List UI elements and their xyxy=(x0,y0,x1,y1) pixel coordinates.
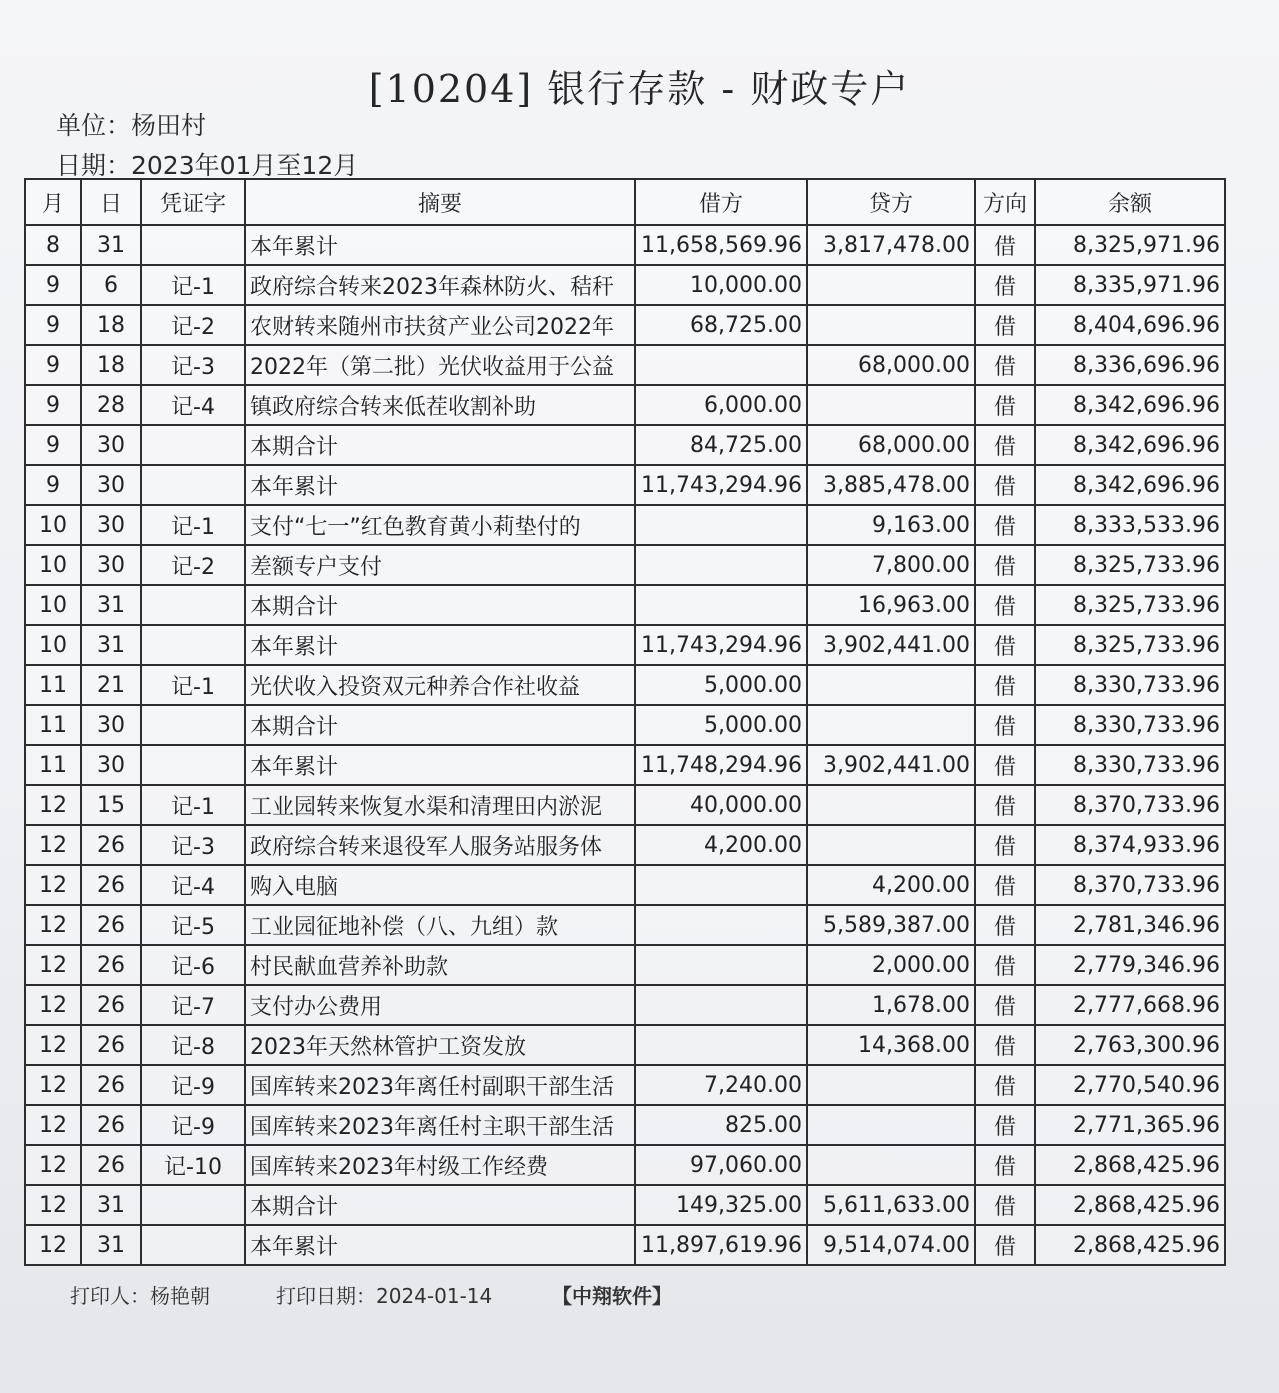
cell-voucher xyxy=(141,225,245,265)
cell-credit xyxy=(807,1105,975,1145)
cell-credit: 5,589,387.00 xyxy=(807,905,975,945)
cell-direction: 借 xyxy=(975,1065,1035,1105)
cell-summary: 本期合计 xyxy=(245,585,635,625)
cell-voucher: 记-3 xyxy=(141,825,245,865)
cell-summary: 政府综合转来2023年森林防火、秸秆 xyxy=(245,265,635,305)
cell-summary: 2022年（第二批）光伏收益用于公益 xyxy=(245,345,635,385)
cell-debit: 11,748,294.96 xyxy=(635,745,807,785)
cell-voucher: 记-1 xyxy=(141,265,245,305)
cell-voucher xyxy=(141,585,245,625)
cell-day: 28 xyxy=(81,385,141,425)
header-month: 月 xyxy=(25,179,81,225)
cell-direction: 借 xyxy=(975,665,1035,705)
cell-month: 9 xyxy=(25,425,81,465)
cell-credit: 3,902,441.00 xyxy=(807,625,975,665)
table-row xyxy=(25,985,1225,1025)
cell-day: 26 xyxy=(81,1105,141,1145)
cell-voucher xyxy=(141,745,245,785)
cell-summary: 农财转来随州市扶贫产业公司2022年 xyxy=(245,305,635,345)
cell-month: 12 xyxy=(25,1025,81,1065)
cell-debit: 84,725.00 xyxy=(635,425,807,465)
cell-summary: 差额专户支付 xyxy=(245,545,635,585)
cell-voucher: 记-1 xyxy=(141,785,245,825)
table-row xyxy=(25,545,1225,585)
cell-balance: 8,333,533.96 xyxy=(1035,505,1225,545)
cell-direction: 借 xyxy=(975,785,1035,825)
cell-day: 31 xyxy=(81,225,141,265)
cell-day: 30 xyxy=(81,745,141,785)
header-credit: 贷方 xyxy=(807,179,975,225)
cell-debit: 149,325.00 xyxy=(635,1185,807,1225)
cell-day: 26 xyxy=(81,905,141,945)
cell-month: 9 xyxy=(25,265,81,305)
cell-direction: 借 xyxy=(975,545,1035,585)
table-header-row xyxy=(25,179,1225,225)
cell-debit: 10,000.00 xyxy=(635,265,807,305)
cell-balance: 2,868,425.96 xyxy=(1035,1145,1225,1185)
cell-summary: 本年累计 xyxy=(245,465,635,505)
unit-label: 单位：杨田村 xyxy=(56,111,207,140)
cell-direction: 借 xyxy=(975,945,1035,985)
header-voucher: 凭证字 xyxy=(141,179,245,225)
cell-debit: 5,000.00 xyxy=(635,705,807,745)
cell-month: 12 xyxy=(25,1065,81,1105)
cell-debit xyxy=(635,505,807,545)
table-row xyxy=(25,1105,1225,1145)
cell-day: 15 xyxy=(81,785,141,825)
cell-month: 9 xyxy=(25,305,81,345)
cell-day: 26 xyxy=(81,945,141,985)
cell-month: 12 xyxy=(25,985,81,1025)
cell-day: 31 xyxy=(81,625,141,665)
cell-month: 12 xyxy=(25,1225,81,1265)
header-day: 日 xyxy=(81,179,141,225)
cell-direction: 借 xyxy=(975,1225,1035,1265)
cell-credit: 7,800.00 xyxy=(807,545,975,585)
ledger-body xyxy=(25,225,1225,1265)
table-row xyxy=(25,1185,1225,1225)
cell-credit: 68,000.00 xyxy=(807,425,975,465)
cell-credit: 3,885,478.00 xyxy=(807,465,975,505)
cell-direction: 借 xyxy=(975,985,1035,1025)
cell-voucher: 记-3 xyxy=(141,345,245,385)
cell-debit: 11,743,294.96 xyxy=(635,465,807,505)
cell-summary: 2023年天然林管护工资发放 xyxy=(245,1025,635,1065)
cell-month: 12 xyxy=(25,1105,81,1145)
cell-direction: 借 xyxy=(975,585,1035,625)
cell-month: 12 xyxy=(25,825,81,865)
cell-balance: 8,342,696.96 xyxy=(1035,385,1225,425)
cell-credit xyxy=(807,1145,975,1185)
ledger-table xyxy=(24,178,1226,1266)
cell-voucher: 记-6 xyxy=(141,945,245,985)
cell-summary: 国库转来2023年村级工作经费 xyxy=(245,1145,635,1185)
table-row xyxy=(25,345,1225,385)
cell-day: 6 xyxy=(81,265,141,305)
cell-summary: 本年累计 xyxy=(245,1225,635,1265)
cell-direction: 借 xyxy=(975,625,1035,665)
table-row xyxy=(25,385,1225,425)
cell-direction: 借 xyxy=(975,705,1035,745)
cell-credit: 4,200.00 xyxy=(807,865,975,905)
cell-summary: 政府综合转来退役军人服务站服务体 xyxy=(245,825,635,865)
cell-summary: 国库转来2023年离任村副职干部生活 xyxy=(245,1065,635,1105)
cell-credit xyxy=(807,705,975,745)
table-row xyxy=(25,1225,1225,1265)
print-date-label: 打印日期：2024-01-14 xyxy=(276,1284,493,1308)
cell-voucher xyxy=(141,1185,245,1225)
cell-month: 11 xyxy=(25,705,81,745)
cell-day: 26 xyxy=(81,1145,141,1185)
cell-direction: 借 xyxy=(975,1025,1035,1065)
cell-voucher: 记-9 xyxy=(141,1065,245,1105)
cell-month: 9 xyxy=(25,385,81,425)
cell-month: 12 xyxy=(25,945,81,985)
cell-debit xyxy=(635,345,807,385)
cell-direction: 借 xyxy=(975,1185,1035,1225)
cell-direction: 借 xyxy=(975,825,1035,865)
cell-direction: 借 xyxy=(975,905,1035,945)
cell-direction: 借 xyxy=(975,865,1035,905)
cell-credit xyxy=(807,385,975,425)
cell-day: 26 xyxy=(81,825,141,865)
cell-month: 8 xyxy=(25,225,81,265)
cell-debit: 97,060.00 xyxy=(635,1145,807,1185)
cell-summary: 工业园转来恢复水渠和清理田内淤泥 xyxy=(245,785,635,825)
cell-credit xyxy=(807,265,975,305)
cell-debit: 6,000.00 xyxy=(635,385,807,425)
cell-direction: 借 xyxy=(975,465,1035,505)
cell-month: 10 xyxy=(25,625,81,665)
cell-day: 26 xyxy=(81,1025,141,1065)
cell-voucher xyxy=(141,1225,245,1265)
cell-day: 30 xyxy=(81,465,141,505)
cell-credit: 1,678.00 xyxy=(807,985,975,1025)
cell-debit xyxy=(635,1025,807,1065)
table-row xyxy=(25,465,1225,505)
cell-summary: 本年累计 xyxy=(245,625,635,665)
cell-debit: 4,200.00 xyxy=(635,825,807,865)
cell-month: 12 xyxy=(25,905,81,945)
cell-voucher: 记-4 xyxy=(141,865,245,905)
table-row xyxy=(25,265,1225,305)
cell-debit: 11,743,294.96 xyxy=(635,625,807,665)
cell-month: 10 xyxy=(25,505,81,545)
cell-debit: 40,000.00 xyxy=(635,785,807,825)
cell-month: 12 xyxy=(25,1185,81,1225)
cell-summary: 镇政府综合转来低茬收割补助 xyxy=(245,385,635,425)
cell-balance: 8,370,733.96 xyxy=(1035,785,1225,825)
cell-balance: 8,330,733.96 xyxy=(1035,705,1225,745)
cell-summary: 支付办公费用 xyxy=(245,985,635,1025)
cell-debit: 11,897,619.96 xyxy=(635,1225,807,1265)
cell-debit: 5,000.00 xyxy=(635,665,807,705)
cell-balance: 2,779,346.96 xyxy=(1035,945,1225,985)
cell-direction: 借 xyxy=(975,1145,1035,1185)
table-row xyxy=(25,745,1225,785)
cell-balance: 8,404,696.96 xyxy=(1035,305,1225,345)
cell-voucher: 记-10 xyxy=(141,1145,245,1185)
cell-balance: 2,770,540.96 xyxy=(1035,1065,1225,1105)
cell-credit: 9,514,074.00 xyxy=(807,1225,975,1265)
cell-day: 31 xyxy=(81,585,141,625)
cell-day: 21 xyxy=(81,665,141,705)
table-row xyxy=(25,825,1225,865)
cell-month: 11 xyxy=(25,745,81,785)
cell-month: 9 xyxy=(25,465,81,505)
cell-day: 26 xyxy=(81,1065,141,1105)
cell-debit: 7,240.00 xyxy=(635,1065,807,1105)
cell-voucher xyxy=(141,625,245,665)
cell-direction: 借 xyxy=(975,345,1035,385)
cell-voucher xyxy=(141,425,245,465)
table-row xyxy=(25,705,1225,745)
table-row xyxy=(25,865,1225,905)
cell-balance: 8,325,733.96 xyxy=(1035,545,1225,585)
cell-direction: 借 xyxy=(975,265,1035,305)
cell-voucher: 记-8 xyxy=(141,1025,245,1065)
cell-day: 31 xyxy=(81,1185,141,1225)
cell-balance: 8,374,933.96 xyxy=(1035,825,1225,865)
cell-balance: 8,325,971.96 xyxy=(1035,225,1225,265)
cell-voucher: 记-5 xyxy=(141,905,245,945)
cell-voucher: 记-7 xyxy=(141,985,245,1025)
cell-credit: 68,000.00 xyxy=(807,345,975,385)
cell-month: 10 xyxy=(25,585,81,625)
table-row xyxy=(25,305,1225,345)
cell-voucher: 记-1 xyxy=(141,665,245,705)
cell-credit xyxy=(807,1065,975,1105)
cell-debit: 825.00 xyxy=(635,1105,807,1145)
cell-balance: 8,325,733.96 xyxy=(1035,625,1225,665)
cell-debit xyxy=(635,865,807,905)
cell-balance: 8,330,733.96 xyxy=(1035,745,1225,785)
cell-summary: 购入电脑 xyxy=(245,865,635,905)
table-row xyxy=(25,905,1225,945)
software-label: 【中翔软件】 xyxy=(552,1284,672,1308)
table-row xyxy=(25,665,1225,705)
cell-voucher: 记-9 xyxy=(141,1105,245,1145)
cell-credit: 5,611,633.00 xyxy=(807,1185,975,1225)
date-range-label: 日期：2023年01月至12月 xyxy=(56,151,359,180)
table-row xyxy=(25,1145,1225,1185)
cell-voucher xyxy=(141,705,245,745)
cell-credit: 3,817,478.00 xyxy=(807,225,975,265)
table-row xyxy=(25,425,1225,465)
cell-direction: 借 xyxy=(975,305,1035,345)
cell-balance: 8,325,733.96 xyxy=(1035,585,1225,625)
header-debit: 借方 xyxy=(635,179,807,225)
cell-debit: 11,658,569.96 xyxy=(635,225,807,265)
cell-balance: 2,781,346.96 xyxy=(1035,905,1225,945)
cell-summary: 本年累计 xyxy=(245,745,635,785)
cell-balance: 8,342,696.96 xyxy=(1035,425,1225,465)
cell-direction: 借 xyxy=(975,505,1035,545)
cell-credit xyxy=(807,305,975,345)
cell-month: 11 xyxy=(25,665,81,705)
table-row xyxy=(25,625,1225,665)
cell-summary: 光伏收入投资双元种养合作社收益 xyxy=(245,665,635,705)
cell-day: 30 xyxy=(81,545,141,585)
cell-credit: 9,163.00 xyxy=(807,505,975,545)
cell-balance: 8,335,971.96 xyxy=(1035,265,1225,305)
cell-direction: 借 xyxy=(975,385,1035,425)
cell-balance: 2,771,365.96 xyxy=(1035,1105,1225,1145)
cell-day: 30 xyxy=(81,705,141,745)
header-direction: 方向 xyxy=(975,179,1035,225)
cell-debit xyxy=(635,545,807,585)
cell-credit: 2,000.00 xyxy=(807,945,975,985)
header-summary: 摘要 xyxy=(245,179,635,225)
cell-summary: 本期合计 xyxy=(245,425,635,465)
cell-day: 30 xyxy=(81,505,141,545)
cell-voucher xyxy=(141,465,245,505)
cell-credit: 3,902,441.00 xyxy=(807,745,975,785)
page-title: [10204] 银行存款 - 财政专户 xyxy=(368,67,911,111)
cell-summary: 工业园征地补偿（八、九组）款 xyxy=(245,905,635,945)
cell-summary: 本期合计 xyxy=(245,705,635,745)
table-row xyxy=(25,505,1225,545)
cell-day: 26 xyxy=(81,985,141,1025)
cell-credit: 14,368.00 xyxy=(807,1025,975,1065)
cell-credit xyxy=(807,665,975,705)
cell-direction: 借 xyxy=(975,1105,1035,1145)
cell-summary: 支付“七一”红色教育黄小莉垫付的 xyxy=(245,505,635,545)
cell-balance: 2,763,300.96 xyxy=(1035,1025,1225,1065)
cell-month: 10 xyxy=(25,545,81,585)
table-row xyxy=(25,785,1225,825)
cell-direction: 借 xyxy=(975,425,1035,465)
cell-voucher: 记-4 xyxy=(141,385,245,425)
header-balance: 余额 xyxy=(1035,179,1225,225)
table-row xyxy=(25,1025,1225,1065)
cell-voucher: 记-2 xyxy=(141,305,245,345)
cell-credit: 16,963.00 xyxy=(807,585,975,625)
table-row xyxy=(25,585,1225,625)
cell-month: 12 xyxy=(25,1145,81,1185)
cell-day: 30 xyxy=(81,425,141,465)
cell-summary: 本期合计 xyxy=(245,1185,635,1225)
printer-label: 打印人：杨艳朝 xyxy=(70,1284,210,1308)
table-row xyxy=(25,225,1225,265)
cell-summary: 国库转来2023年离任村主职干部生活 xyxy=(245,1105,635,1145)
cell-debit xyxy=(635,905,807,945)
cell-month: 12 xyxy=(25,865,81,905)
cell-direction: 借 xyxy=(975,745,1035,785)
cell-credit xyxy=(807,825,975,865)
table-row xyxy=(25,945,1225,985)
cell-balance: 8,342,696.96 xyxy=(1035,465,1225,505)
cell-voucher: 记-2 xyxy=(141,545,245,585)
cell-balance: 8,336,696.96 xyxy=(1035,345,1225,385)
cell-debit: 68,725.00 xyxy=(635,305,807,345)
cell-credit xyxy=(807,785,975,825)
cell-balance: 8,370,733.96 xyxy=(1035,865,1225,905)
cell-balance: 2,777,668.96 xyxy=(1035,985,1225,1025)
cell-debit xyxy=(635,985,807,1025)
cell-summary: 村民献血营养补助款 xyxy=(245,945,635,985)
cell-debit xyxy=(635,945,807,985)
cell-balance: 2,868,425.96 xyxy=(1035,1185,1225,1225)
table-row xyxy=(25,1065,1225,1105)
cell-balance: 8,330,733.96 xyxy=(1035,665,1225,705)
cell-day: 26 xyxy=(81,865,141,905)
cell-voucher: 记-1 xyxy=(141,505,245,545)
cell-day: 18 xyxy=(81,305,141,345)
cell-direction: 借 xyxy=(975,225,1035,265)
cell-summary: 本年累计 xyxy=(245,225,635,265)
cell-month: 9 xyxy=(25,345,81,385)
cell-month: 12 xyxy=(25,785,81,825)
cell-day: 18 xyxy=(81,345,141,385)
cell-debit xyxy=(635,585,807,625)
cell-balance: 2,868,425.96 xyxy=(1035,1225,1225,1265)
cell-day: 31 xyxy=(81,1225,141,1265)
